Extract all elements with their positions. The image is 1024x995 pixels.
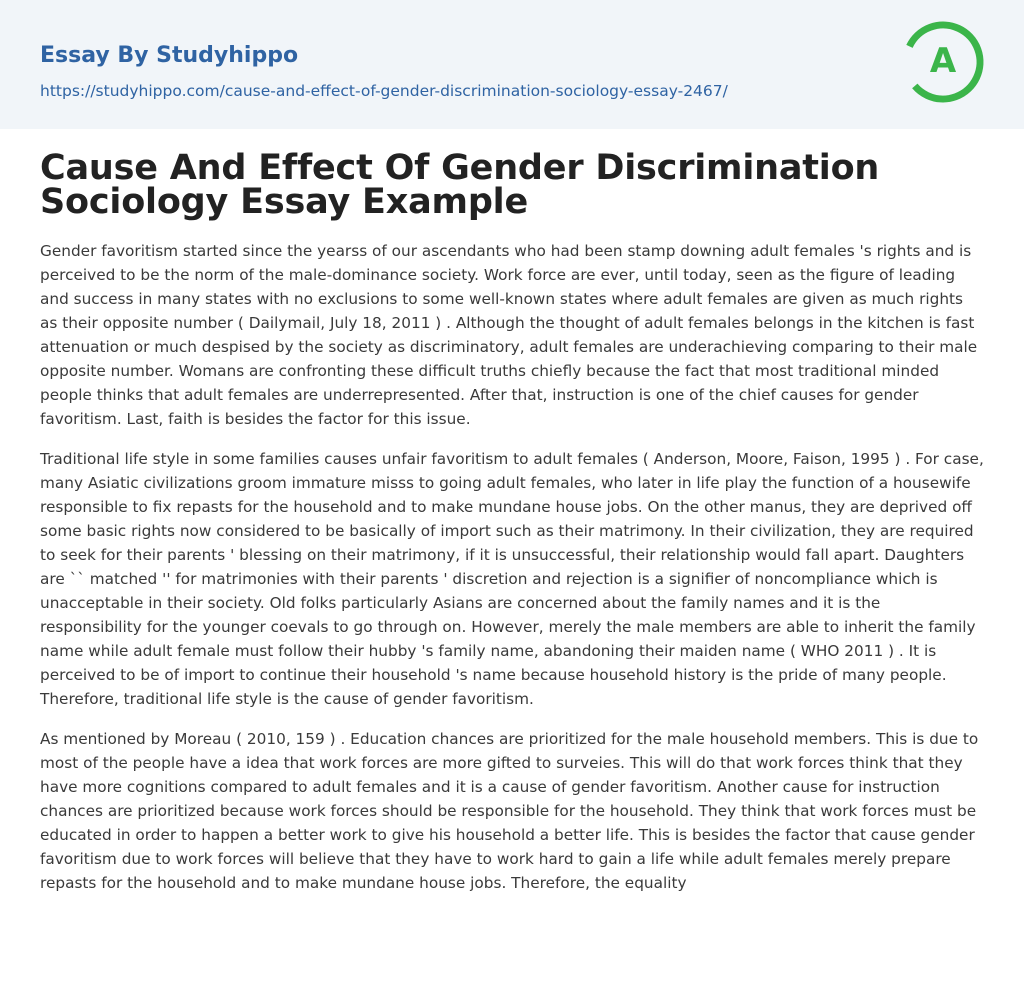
essay-title: Cause And Effect Of Gender Discrimination Sociology Essay Example — [40, 148, 880, 222]
essay-paragraph: As mentioned by Moreau ( 2010, 159 ) . Education chances are prioritized for the male household members. This is due to most of the people have a idea that work forces are more gifted to surveies. This will do that work forces think that they have more cognitions compared to adult females and it is a cause of gender favoritism. Another cause for instruction chances are prioritized because work forces should be responsible for the household. They think that work forces must be educated in order to happen a better work to give his household a better life. This is besides the factor that cause gender favoritism due to work forces will believe that they have to work hard to gain a life while adult females merely prepare repasts for the household and to make mundane house jobs. Therefore, the equality — [40, 730, 979, 892]
logo-letter: A — [929, 41, 957, 81]
studyhippo-logo-icon[interactable] — [901, 20, 985, 104]
site-brand[interactable]: Essay By Studyhippo — [40, 43, 299, 68]
site-header — [0, 0, 1024, 129]
essay-content — [0, 148, 1024, 895]
essay-paragraph: Gender favoritism started since the yearss of our ascendants who had been stamp downing adult females 's rights and is perceived to be the norm of the male-dominance society. Work force are ever, until today, seen as the figure of leading and success in many states with no exclusions to some well-known states where adult females are given as much rights as their opposite number ( Dailymail, July 18, 2011 ) . Although the thought of adult females belongs in the kitchen is fast attenuation or much despised by the society as discriminatory, adult females are underachieving comparing to their male opposite number. Womans are confronting these difficult truths chiefly because the fact that most traditional minded people thinks that adult females are underrepresented. After that, instruction is one of the chief causes for gender favoritism. Last, faith is besides the factor for this issue. — [40, 242, 978, 428]
essay-url-link[interactable]: https://studyhippo.com/cause-and-effect-of-gender-discrimination-sociology-essay-2467/ — [40, 82, 728, 100]
essay-paragraph: Traditional life style in some families causes unfair favoritism to adult females ( Anderson, Moore, Faison, 1995 ) . For case, many Asiatic civilizations groom immature misss to going adult females, who later in life play the function of a housewife responsible to fix repasts for the household and to make mundane house jobs. On the other manus, they are deprived off some basic rights now considered to be basically of import such as their matrimony. In their civilization, they are required to seek for their parents ' blessing on their matrimony, if it is unsuccessful, their relationship would fall apart. Daughters are `` matched '' for matrimonies with their parents ' discretion and rejection is a signifier of noncompliance which is unacceptable in their society. Old folks particularly Asians are concerned about the family names and it is the responsibility for the younger coevals to go through on. However, merely the male members are able to inherit the family name while adult female must follow their hubby 's family name, abandoning their maiden name ( WHO 2011 ) . It is perceived to be of import to continue their household 's name because household history is the pride of many people. Therefore, traditional life style is the cause of gender favoritism. — [40, 450, 984, 708]
